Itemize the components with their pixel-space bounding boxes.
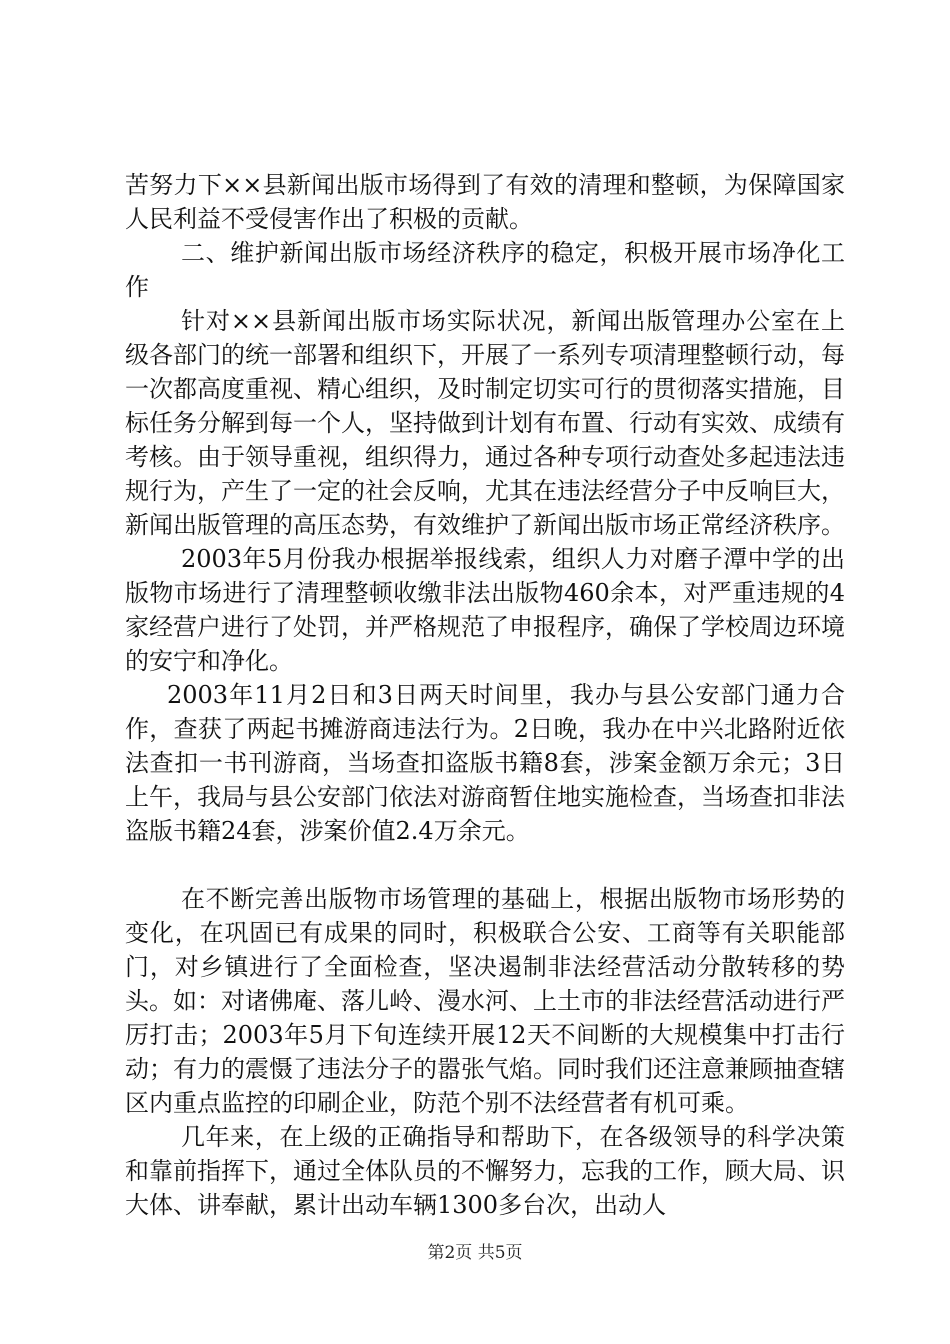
paragraph: 在不断完善出版物市场管理的基础上，根据出版物市场形势的变化，在巩固已有成果的同时，积极联合公安、工商等有关职能部门，对乡镇进行了全面检查，坚决遏制非法经营活动分散转移的势头。如：对诸佛庵、落儿岭、漫水河、上土市的非法经营活动进行严厉打击；2003年5月下旬连续开展12天不间断的大规模集中打击行动；有力的震慑了违法分子的嚣张气焰。同时我们还注意兼顾抽查辖区内重点监控的印刷企业，防范个别不法经营者有机可乘。 xyxy=(125,885,845,1117)
section-heading: 二、维护新闻出版市场经济秩序的稳定，积极开展市场净化工作 xyxy=(125,239,845,301)
page-number: 第2页 共5页 xyxy=(427,1243,523,1263)
paragraph: 几年来，在上级的正确指导和帮助下，在各级领导的科学决策和靠前指挥下，通过全体队员的不懈努力，忘我的工作，顾大局、识大体、讲奉献，累计出动车辆1300多台次，出动人 xyxy=(125,1123,845,1219)
paragraph: 2003年5月份我办根据举报线索，组织人力对磨子潭中学的出版物市场进行了清理整顿收缴非法出版物460余本，对严重违规的4家经营户进行了处罚，并严格规范了申报程序，确保了学校周边环境的安宁和净化。 xyxy=(125,545,845,675)
paragraph-gap xyxy=(125,848,845,882)
paragraph-continuation: 苦努力下××县新闻出版市场得到了有效的清理和整顿，为保障国家人民利益不受侵害作出了积极的贡献。 xyxy=(125,171,845,233)
paragraph: 2003年11月2日和3日两天时间里，我办与县公安部门通力合作，查获了两起书摊游商违法行为。2日晚，我办在中兴北路附近依法查扣一书刊游商，当场查扣盗版书籍8套，涉案金额万余元；3日上午，我局与县公安部门依法对游商暂住地实施检查，当场查扣非法盗版书籍24套，涉案价值2.4万余元。 xyxy=(125,681,845,845)
paragraph: 针对××县新闻出版市场实际状况，新闻出版管理办公室在上级各部门的统一部署和组织下，开展了一系列专项清理整顿行动，每一次都高度重视、精心组织，及时制定切实可行的贯彻落实措施，目标任务分解到每一个人，坚持做到计划有布置、行动有实效、成绩有考核。由于领导重视，组织得力，通过各种专项行动查处多起违法违规行为，产生了一定的社会反响，尤其在违法经营分子中反响巨大，新闻出版管理的高压态势，有效维护了新闻出版市场正常经济秩序。 xyxy=(125,307,845,539)
document-body xyxy=(125,168,845,1222)
